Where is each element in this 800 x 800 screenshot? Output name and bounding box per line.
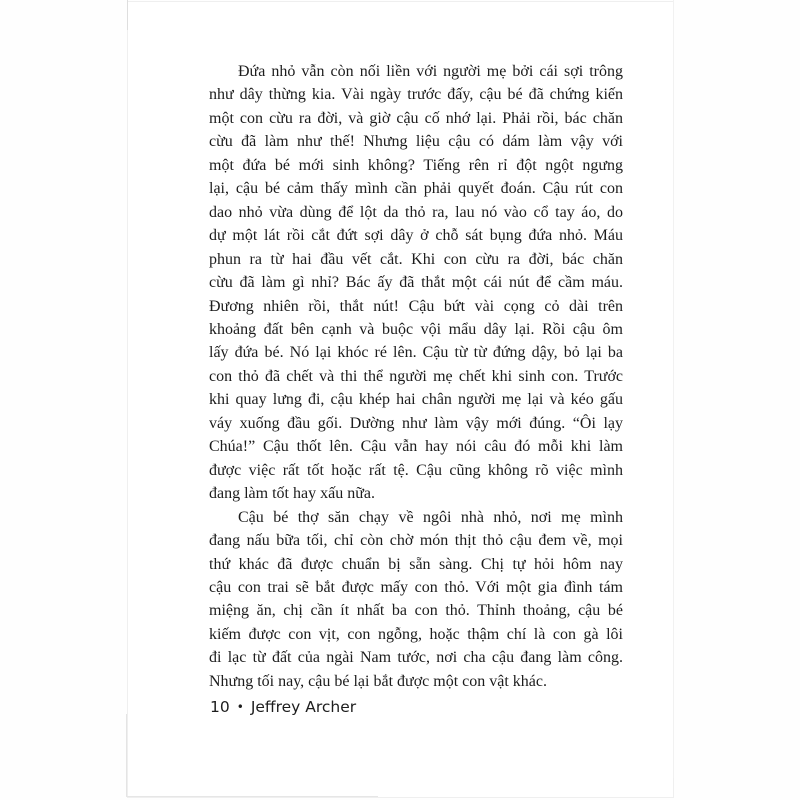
text-line: lại, cậu bé cảm thấy mình cần phải quyết đoán. Cậu rút con [209,180,623,198]
body-paragraph-2 [209,506,623,694]
text-line: con thỏ đã chết và thi thể người mẹ chết khi sinh con. Trước [209,367,623,385]
page-number: 10 [210,698,230,716]
page-edge-right [673,0,674,778]
text-line: cừu đã làm như thế! Nhưng liệu cậu có dám làm vậy với [209,133,623,151]
text-line: cậu con trai sẽ bắt được mấy con thỏ. Với một gia đình tám [209,578,623,596]
text-line: khoảng đất bên cạnh và buộc vội mẩu dây lại. Rồi cậu ôm [209,320,623,338]
text-line: Chúa!” Cậu thốt lên. Cậu vẫn hay nói câu đó mỗi khi làm [209,438,623,456]
text-line: lấy đứa bé. Nó lại khóc ré lên. Cậu từ từ đứng dậy, bỏ lại ba [209,344,623,362]
text-line: đang nấu bữa tối, chỉ còn chờ món thịt thỏ cậu đem về, mọi [209,532,623,550]
text-line: như dây thừng kia. Vài ngày trước đấy, cậu bé đã chứng kiến [209,86,623,104]
text-line: Đương nhiên rồi, thắt nút! Cậu bứt vài cọng cỏ dài trên [209,297,623,315]
text-line: khi quay lưng đi, cậu khép hai chân người mẹ lại và kéo gấu [209,391,623,409]
bullet-separator-icon: • [236,700,244,714]
text-line: dự một lát rồi cắt đứt sợi dây ở chỗ sát bụng đứa nhỏ. Máu [209,227,623,245]
text-line: Nhưng tối nay, cậu bé lại bắt được một con vật khác. [209,672,547,690]
page-edge-bottom-left [126,714,127,797]
body-paragraph-1 [209,60,623,506]
text-line: Đứa nhỏ vẫn còn nối liền với người mẹ bởi cái sợi trông [238,63,623,80]
text-line: đang làm tốt hay xấu nữa. [209,485,375,503]
text-line: được việc rất tốt hoặc rất tệ. Cậu cũng không rõ việc mình [209,461,623,479]
text-line: thứ khác đã được chuẩn bị sẵn sàng. Chị tự hỏi hôm nay [209,555,623,573]
text-line: một đứa bé mới sinh không? Tiếng rên rỉ đột ngột ngưng [209,156,623,174]
page-edge-top-left [127,0,128,30]
text-line: kiếm được con vịt, con ngỗng, hoặc thậm chí là con gà lôi [209,625,623,643]
text-line: phun ra từ hai đầu vết cắt. Khi con cừu ra đời, bác chăn [209,250,623,268]
author-name: Jeffrey Archer [250,698,357,716]
text-line: đi lạc từ đất của ngài Nam tước, nơi cha cậu đang làm công. [209,649,623,667]
text-line: dao nhỏ vừa dùng để lột da thỏ ra, lau nó vào cổ tay áo, do [209,203,623,221]
running-footer [210,698,356,716]
text-line: cừu đã làm gì nhỉ? Bác ấy đã thắt một cái nút để cầm máu. [209,274,623,292]
page-edge-bottom [126,796,378,797]
text-line: một con cừu ra đời, và giờ cậu cố nhớ lại. Phải rồi, bác chăn [209,109,623,127]
text-line: Cậu bé thợ săn chạy về ngôi nhà nhỏ, nơi mẹ mình [238,508,623,526]
text-block [209,60,623,693]
text-line: váy xuống đầu gối. Dường như làm vậy mới đúng. “Ôi lạy [209,414,623,432]
text-line: miệng ăn, chị cần ít nhất ba con thỏ. Thỉnh thoảng, cậu bé [209,602,623,620]
